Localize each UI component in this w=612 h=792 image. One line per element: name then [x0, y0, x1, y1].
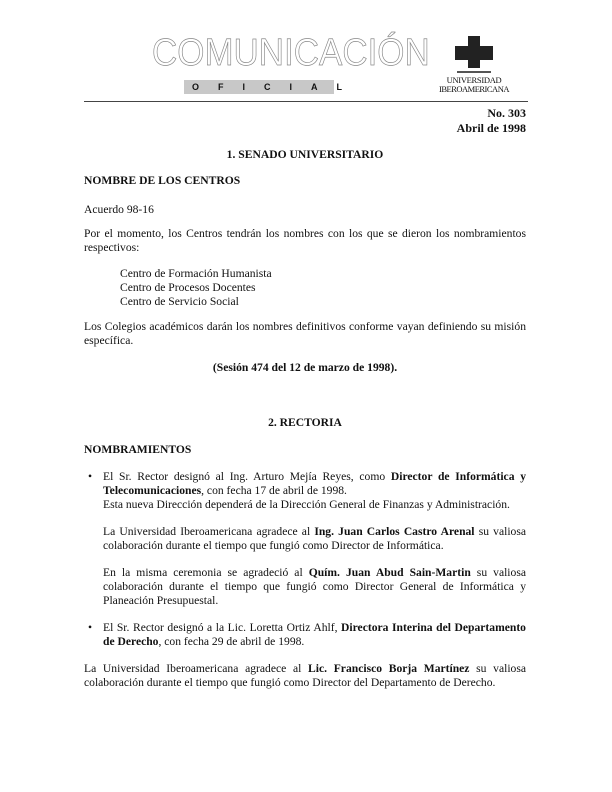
text: , con fecha 29 de abril de 1998.: [158, 635, 305, 648]
text: su valiosa colaboración durante el tiempo que fungió como Director de Informática.: [103, 525, 526, 552]
bold-text: Ing. Juan Carlos Castro Arenal: [314, 525, 475, 538]
thanks-paragraph-3: [84, 662, 526, 690]
text: El Sr. Rector designó a la Lic. Loretta Ortiz Ahlf,: [103, 621, 342, 634]
issue-info: [457, 106, 526, 136]
issue-date: Abril de 1998: [456, 121, 526, 135]
bold-text: Directora Interina del Departamento de Derecho: [103, 621, 526, 648]
text: La Universidad Iberoamericana agradece al: [103, 525, 315, 538]
thanks-paragraph-1: [103, 525, 526, 553]
colegios-note: Los Colegios académicos darán los nombres definitivos conforme vayan definiendo su misión específica.: [84, 320, 526, 347]
centers-list: [120, 267, 562, 309]
comunicacion-logo-title: COMUNICACIÓN: [152, 32, 430, 74]
text: su valiosa colaboración durante el tiempo que fungió como Director del Departamento de Derecho.: [84, 662, 527, 689]
session-note: (Sesión 474 del 12 de marzo de 1998).: [212, 361, 398, 374]
section1-heading: 1. SENADO UNIVERSITARIO: [226, 148, 384, 161]
list-item: Centro de Formación Humanista: [120, 267, 272, 280]
bold-text: Director de Informática y Telecomunicaciones: [103, 470, 526, 497]
bold-text: Quím. Juan Abud Sain-Martin: [308, 566, 471, 579]
oficial-banner: OFICIAL: [184, 80, 334, 94]
bullet-icon: •: [88, 621, 93, 634]
university-name-line2: IBEROAMERICANA: [439, 84, 509, 94]
issue-number: No. 303: [487, 106, 526, 120]
university-logo: [428, 36, 520, 94]
text: En la misma ceremonia se agradeció al: [103, 566, 309, 579]
header-rule: [84, 101, 528, 102]
agreement-number: Acuerdo 98-16: [84, 203, 154, 216]
section1-subheading: NOMBRE DE LOS CENTROS: [84, 174, 241, 187]
list-item: Centro de Servicio Social: [120, 295, 239, 308]
text: Esta nueva Dirección dependerá de la Dirección General de Finanzas y Administración.: [103, 498, 510, 511]
text: su valiosa colaboración durante el tiempo que fungió como Director General de Informática y Planeación Presupuestal.: [103, 566, 526, 607]
bullet-icon: •: [88, 470, 93, 483]
thanks-paragraph-2: [103, 566, 526, 608]
bold-text: Lic. Francisco Borja Martínez: [308, 662, 470, 675]
appointment-2: [103, 621, 526, 649]
list-item: Centro de Procesos Docentes: [120, 281, 256, 294]
appointment-1: [103, 470, 526, 512]
text: , con fecha 17 de abril de 1998.: [201, 484, 347, 497]
intro-paragraph: Por el momento, los Centros tendrán los nombres con los que se dieron los nombramientos respectivos:: [84, 227, 526, 254]
text: El Sr. Rector designó al Ing. Arturo Mejía Reyes, como: [103, 470, 391, 483]
text: La Universidad Iberoamericana agradece al: [84, 662, 309, 675]
university-name-line1: UNIVERSIDAD: [446, 75, 502, 85]
section2-heading: 2. RECTORIA: [268, 416, 342, 429]
section2-subheading: NOMBRAMIENTOS: [84, 443, 192, 456]
university-crest-icon: [455, 36, 493, 68]
